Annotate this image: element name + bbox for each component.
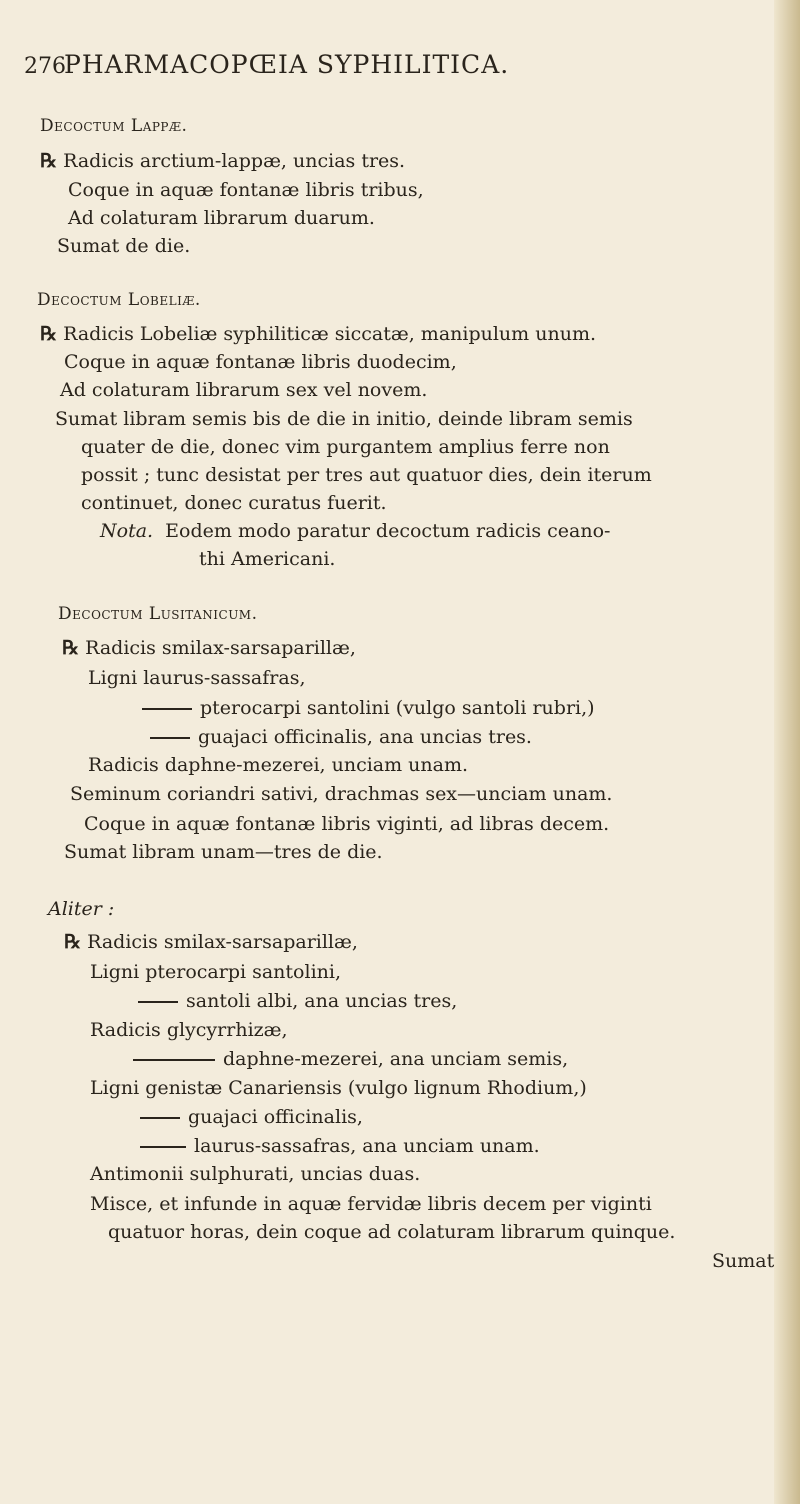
text-line — [140, 1105, 363, 1129]
recipe-symbol: ℞ — [64, 931, 82, 953]
text-line: Radicis daphne-mezerei, unciam unam. — [88, 754, 469, 776]
running-title: PHARMACOPŒIA SYPHILITICA. — [64, 50, 510, 79]
text-line — [133, 1047, 568, 1071]
recipe-symbol: ℞ — [40, 323, 58, 345]
ditto-dash — [133, 1059, 215, 1061]
text-line: Seminum coriandri sativi, drachmas sex—unciam unam. — [70, 783, 613, 805]
section-title-lusitanicum: Decoctum Lusitanicum. — [58, 604, 258, 624]
text-line: Sumat libram semis bis de die in initio, deinde libram semis — [55, 408, 633, 430]
ditto-dash — [140, 1117, 180, 1119]
text-line: Ad colaturam librarum duarum. — [68, 207, 375, 229]
ditto-dash — [138, 1001, 178, 1003]
text-span: laurus-sassafras, ana unciam unam. — [194, 1135, 540, 1157]
text-line — [142, 696, 595, 720]
text-line: Coque in aquæ fontanæ libris viginti, ad libras decem. — [84, 813, 610, 835]
text-line: possit ; tunc desistat per tres aut quatuor dies, dein iterum — [81, 464, 652, 486]
text-line: thi Americani. — [199, 548, 336, 570]
text-line — [150, 725, 532, 749]
section-title-lobeliae: Decoctum Lobeliæ. — [37, 290, 201, 310]
ditto-dash — [140, 1146, 186, 1148]
recipe-line — [40, 322, 596, 346]
text-line: Ligni genistæ Canariensis (vulgo lignum Rhodium,) — [90, 1077, 587, 1099]
ditto-dash — [142, 708, 192, 710]
text-line: quatuor horas, dein coque ad colaturam librarum quinque. — [108, 1221, 676, 1243]
recipe-line — [64, 930, 358, 954]
text-line: quater de die, donec vim purgantem amplius ferre non — [81, 436, 610, 458]
text-line: Ligni pterocarpi santolini, — [90, 961, 341, 983]
text-line: Ligni laurus-sassafras, — [88, 667, 306, 689]
text-line: Radicis glycyrrhizæ, — [90, 1019, 288, 1041]
recipe-text: Radicis Lobeliæ syphiliticæ siccatæ, manipulum unum. — [63, 323, 596, 345]
recipe-line — [40, 149, 405, 173]
catchword: Sumat — [712, 1250, 775, 1272]
text-line: Coque in aquæ fontanæ libris tribus, — [68, 179, 424, 201]
recipe-symbol: ℞ — [40, 150, 58, 172]
recipe-symbol: ℞ — [62, 637, 80, 659]
text-line — [138, 989, 457, 1013]
recipe-text: Radicis smilax-sarsaparillæ, — [87, 931, 358, 953]
nota-label: Nota. — [100, 520, 154, 542]
text-line — [140, 1134, 540, 1158]
text-line: Sumat libram unam—tres de die. — [64, 841, 383, 863]
text-line: Sumat de die. — [57, 235, 191, 257]
recipe-line — [62, 636, 356, 660]
page-number: 276 — [24, 54, 66, 79]
section-title-aliter: Aliter : — [48, 898, 115, 920]
recipe-text: Radicis arctium-lappæ, uncias tres. — [63, 150, 406, 172]
ditto-dash — [150, 737, 190, 739]
nota-text: Eodem modo paratur decoctum radicis ceano- — [165, 520, 611, 542]
text-span: guajaci officinalis, ana uncias tres. — [198, 726, 532, 748]
recipe-text: Radicis smilax-sarsaparillæ, — [85, 637, 356, 659]
text-line: continuet, donec curatus fuerit. — [81, 492, 387, 514]
text-line: Coque in aquæ fontanæ libris duodecim, — [64, 351, 457, 373]
text-line: Ad colaturam librarum sex vel novem. — [60, 379, 428, 401]
text-line: Antimonii sulphurati, uncias duas. — [90, 1163, 421, 1185]
text-span: guajaci officinalis, — [188, 1106, 363, 1128]
text-span: santoli albi, ana uncias tres, — [186, 990, 458, 1012]
text-line: Misce, et infunde in aquæ fervidæ libris decem per viginti — [90, 1193, 652, 1215]
section-title-lappae: Decoctum Lappæ. — [40, 116, 188, 136]
text-span: pterocarpi santolini (vulgo santoli rubri,) — [200, 697, 595, 719]
nota-line — [100, 519, 610, 543]
text-span: daphne-mezerei, ana unciam semis, — [223, 1048, 569, 1070]
